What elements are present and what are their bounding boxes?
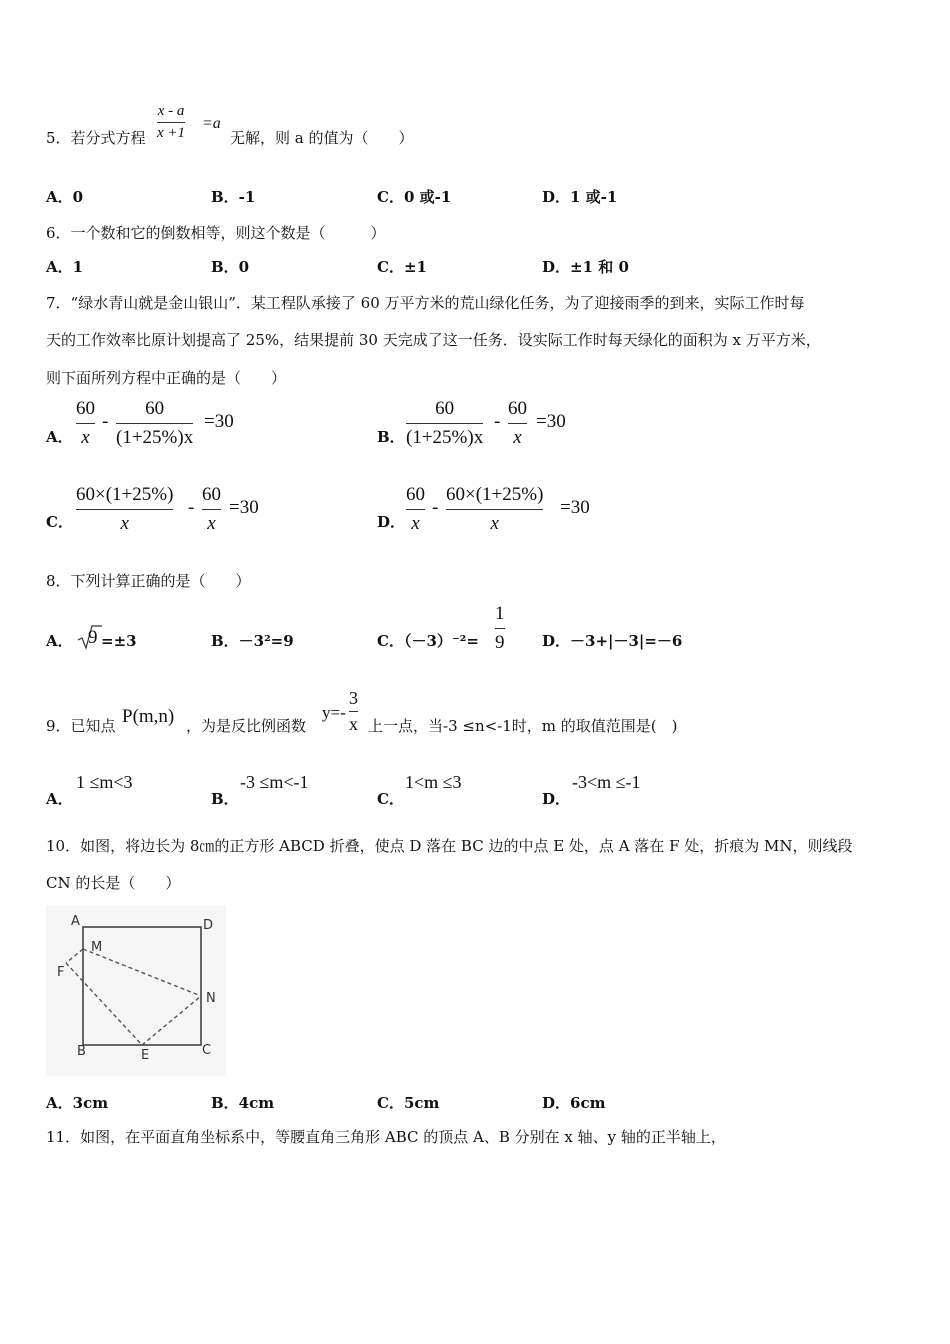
label-d: D — [203, 918, 214, 933]
label-e: E — [141, 1048, 150, 1063]
q8-option-b: B．－3²=9 — [211, 632, 294, 650]
q5-frac-den: x +1 — [157, 125, 186, 141]
q9-func-y: y=- — [322, 703, 346, 722]
q9-option-d: -3<m ≤-1 — [572, 772, 641, 792]
q6-option-d: D．±1 和 0 — [542, 258, 629, 276]
q7-c-fraction-2 — [202, 483, 221, 536]
q10-option-d: D．6cm — [542, 1094, 606, 1112]
q9-func-num: 3 — [349, 688, 358, 708]
label-m: M — [91, 940, 103, 955]
fraction-bar — [349, 711, 358, 712]
q7-c-num-1: 60×(1+25%) — [76, 484, 174, 505]
q7-option-c-label: C． — [46, 513, 73, 531]
q7-line-3: 则下面所列方程中正确的是（ ） — [46, 369, 287, 387]
label-n: N — [206, 991, 216, 1006]
fraction-bar — [495, 628, 505, 629]
q5-rhs: =a — [202, 115, 221, 132]
q7-b-rhs: =30 — [536, 411, 566, 432]
q9-point: P(m,n) — [122, 706, 175, 727]
q7-a-num-2: 60 — [145, 398, 165, 419]
q9-func-fraction — [349, 688, 358, 735]
q8-a-rhs: =±3 — [101, 632, 137, 650]
q7-c-den-2: x — [207, 513, 216, 534]
q9-option-c-label: C． — [377, 790, 404, 808]
q8-c-den: 9 — [495, 632, 505, 653]
fraction-bar — [406, 423, 483, 424]
q8-option-a-label: A． — [46, 632, 73, 650]
q7-b-fraction-1 — [406, 397, 483, 450]
q7-d-fraction-2 — [446, 483, 543, 536]
q7-b-op: - — [494, 411, 501, 432]
figure-background — [46, 906, 226, 1076]
q9-func-den: x — [349, 714, 358, 734]
q8-c-num: 1 — [495, 603, 505, 624]
q7-d-num-1: 60 — [406, 484, 425, 505]
q8-option-d: D．－3+|－3|=－6 — [542, 632, 683, 650]
q7-a-den-2: (1+25%)x — [116, 427, 194, 448]
q7-a-op: - — [102, 411, 109, 432]
label-a: A — [71, 914, 80, 929]
q7-a-fraction-1 — [76, 397, 95, 450]
q6-option-a: A．1 — [46, 258, 84, 276]
q8-a-radicand: 9 — [88, 627, 98, 648]
q7-d-rhs: =30 — [560, 497, 590, 518]
fraction-bar — [76, 509, 173, 510]
label-b: B — [77, 1044, 86, 1059]
q7-b-num-1: 60 — [435, 398, 455, 419]
q9-suffix: 上一点，当-3 ≤n<-1时，m 的取值范围是( ) — [368, 717, 678, 735]
q10-option-b: B．4cm — [211, 1094, 275, 1112]
q9-option-a-label: A． — [46, 790, 73, 808]
q5-option-c: C．0 或-1 — [377, 188, 452, 206]
q7-b-fraction-2 — [508, 397, 527, 450]
q7-b-den-2: x — [513, 427, 522, 448]
q7-a-rhs: =30 — [204, 411, 234, 432]
fraction-bar — [508, 423, 527, 424]
q7-a-fraction-2 — [116, 397, 193, 450]
q6-option-b: B．0 — [211, 258, 250, 276]
q5-option-d: D．1 或-1 — [542, 188, 618, 206]
q10-option-a: A．3cm — [46, 1094, 109, 1112]
q7-d-fraction-1 — [406, 483, 425, 536]
q9-mid: ，为是反比例函数 — [186, 717, 307, 735]
q7-a-num-1: 60 — [76, 398, 95, 419]
q5-fraction — [157, 103, 185, 142]
q7-d-den-1: x — [411, 513, 420, 534]
q7-line-2: 天的工作效率比原计划提高了 25%，结果提前 30 天完成了这一任务．设实际工作时每天绿化的面积为 x 万平方米， — [46, 331, 821, 349]
fraction-bar — [406, 509, 425, 510]
folded-square-figure — [46, 906, 226, 1076]
q7-c-den-1: x — [120, 513, 129, 534]
fraction-bar — [116, 423, 193, 424]
q7-c-rhs: =30 — [229, 497, 259, 518]
q7-option-d-label: D． — [377, 513, 406, 531]
q9-option-b-label: B． — [211, 790, 239, 808]
q6-stem: 6．一个数和它的倒数相等，则这个数是（ ） — [46, 224, 386, 242]
q7-b-num-2: 60 — [508, 398, 527, 419]
q9-option-d-label: D． — [542, 790, 571, 808]
q7-a-den-1: x — [81, 427, 90, 448]
q7-option-a-label: A． — [46, 428, 73, 446]
q5-option-b: B．-1 — [211, 188, 256, 206]
q7-d-op: - — [432, 497, 439, 518]
label-c: C — [202, 1043, 212, 1058]
q5-prefix: 5．若分式方程 — [46, 129, 146, 147]
q7-d-num-2: 60×(1+25%) — [446, 484, 544, 505]
label-f: F — [57, 965, 65, 980]
fraction-bar — [446, 509, 543, 510]
q9-option-a: 1 ≤m<3 — [76, 772, 133, 792]
q10-line-2: CN 的长是（ ） — [46, 874, 181, 892]
q10-option-c: C．5cm — [377, 1094, 440, 1112]
q7-c-num-2: 60 — [202, 484, 221, 505]
q8-stem: 8．下列计算正确的是（ ） — [46, 572, 251, 590]
fraction-bar — [202, 509, 221, 510]
q7-b-den-1: (1+25%)x — [406, 427, 484, 448]
q7-c-fraction-1 — [76, 483, 173, 536]
q5-option-a: A．0 — [46, 188, 84, 206]
q10-line-1: 10．如图，将边长为 8㎝的正方形 ABCD 折叠，使点 D 落在 BC 边的中点 E 处，点 A 落在 F 处，折痕为 MN，则线段 — [46, 837, 853, 855]
q5-frac-num: x - a — [157, 103, 185, 119]
q7-c-op: - — [188, 497, 195, 518]
q7-option-b-label: B． — [377, 428, 405, 446]
q8-option-c-label: C．（－3）⁻²= — [377, 632, 479, 650]
q9-option-b: -3 ≤m<-1 — [240, 772, 309, 792]
q6-option-c: C．±1 — [377, 258, 427, 276]
q9-option-c: 1<m ≤3 — [405, 772, 462, 792]
q11-stem: 11．如图，在平面直角坐标系中，等腰直角三角形 ABC 的顶点 A、B 分别在 x 轴、y 轴的正半轴上， — [46, 1128, 726, 1146]
q9-prefix: 9．已知点 — [46, 717, 116, 735]
q5-suffix: 无解，则 a 的值为（ ） — [230, 129, 414, 147]
fraction-bar — [157, 122, 185, 123]
fraction-bar — [76, 423, 95, 424]
q8-c-fraction — [495, 602, 505, 655]
q7-d-den-2: x — [490, 513, 499, 534]
q7-line-1: 7．“绿水青山就是金山银山”．某工程队承接了 60 万平方米的荒山绿化任务，为了迎接雨季的到来，实际工作时每 — [46, 294, 805, 312]
